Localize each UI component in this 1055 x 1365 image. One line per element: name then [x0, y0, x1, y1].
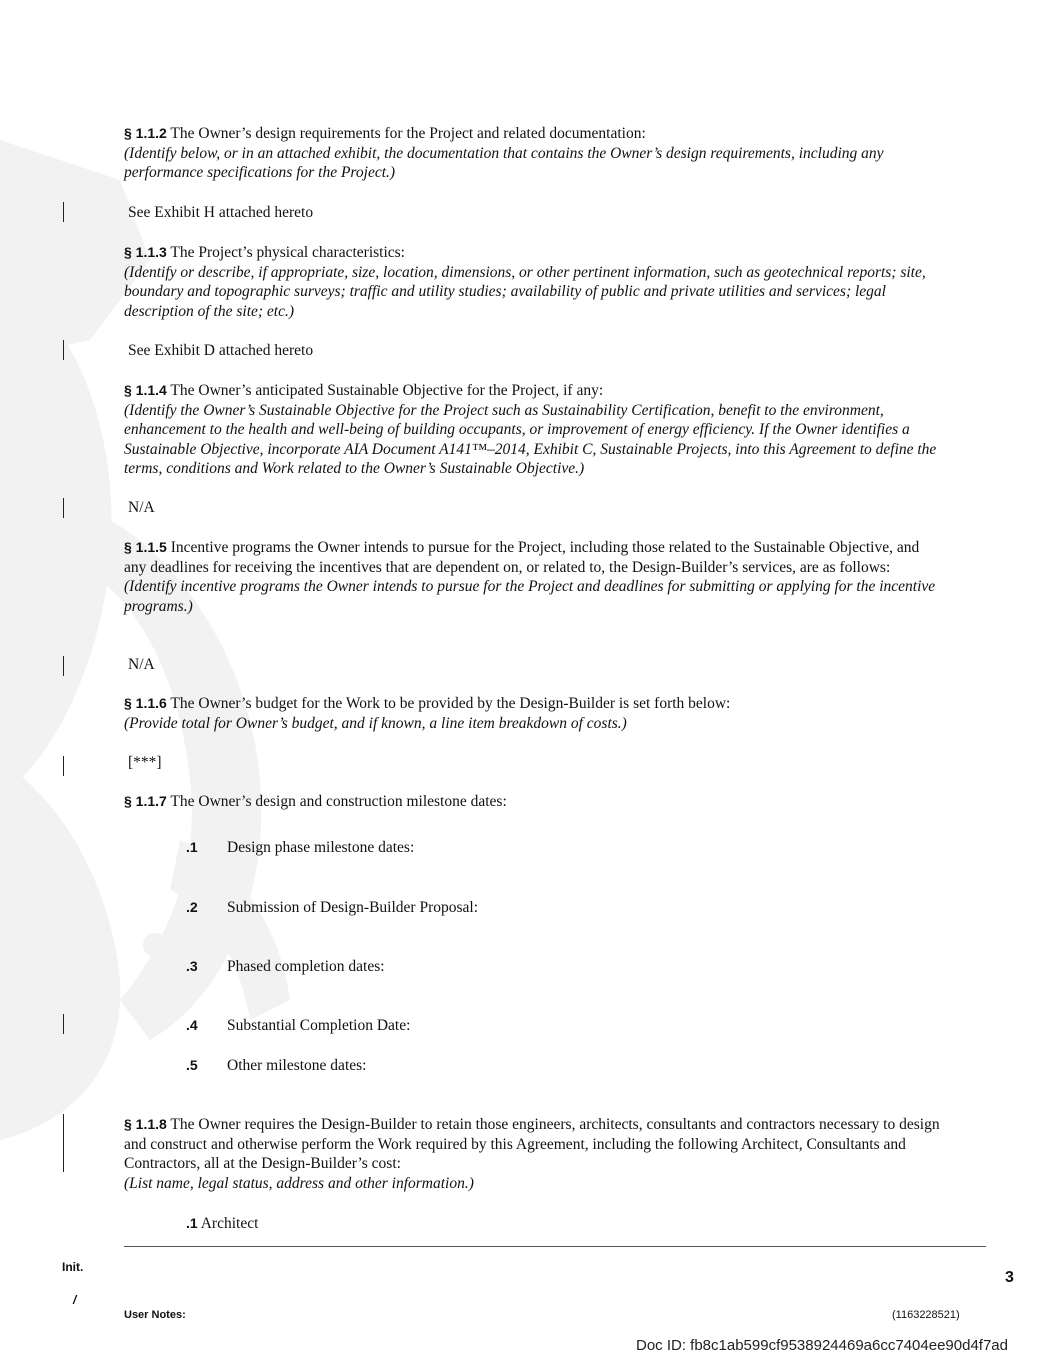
- change-bar: [63, 756, 64, 776]
- section-answer: See Exhibit D attached hereto: [128, 342, 314, 359]
- section-instruction: (Identify below, or in an attached exhibit, the documentation that contains the Owner’s design requirements, including any performance specifications for the Project.): [124, 144, 884, 182]
- section-instruction: (Provide total for Owner’s budget, and if known, a line item breakdown of costs.): [124, 714, 627, 732]
- milestone-number: .4: [186, 1017, 198, 1033]
- section-text: The Owner’s design requirements for the Project and related documentation:: [170, 125, 646, 142]
- section-1-1-8: [124, 1115, 944, 1193]
- section-answer: [***]: [128, 754, 162, 771]
- milestone-number: .3: [186, 958, 198, 974]
- milestone-label: Phased completion dates:: [227, 958, 385, 975]
- section-text: The Owner requires the Design-Builder to retain those engineers, architects, consultants and contractors necessary to design and construct and otherwise perform the Work required by this Agreement, including the following Architect, Consultants and Contractors, all at the Design-Builder’s cost:: [124, 1116, 940, 1173]
- section-heading: § 1.1.2 The Owner’s design requirements for the Project and related documentation:: [124, 125, 646, 142]
- milestone-number: .5: [186, 1057, 198, 1073]
- section-text: The Project’s physical characteristics:: [170, 244, 405, 261]
- change-bar: [63, 340, 64, 360]
- architect-label: Architect: [200, 1215, 259, 1232]
- change-bar: [63, 1014, 64, 1034]
- init-label: Init.: [62, 1260, 84, 1274]
- section-1-1-6: [124, 694, 944, 733]
- footer-divider: [124, 1246, 986, 1247]
- change-bar: [63, 498, 64, 518]
- doc-code: (1163228521): [892, 1309, 960, 1321]
- section-instruction: (Identify incentive programs the Owner intends to pursue for the Project and deadlines for submitting or applying for the incentive programs.): [124, 578, 936, 615]
- section-1-1-7: [124, 792, 944, 812]
- milestone-label: Submission of Design-Builder Proposal:: [227, 899, 479, 916]
- change-bar: [63, 202, 64, 222]
- section-number: 1.1.8: [135, 1116, 167, 1132]
- section-instruction: (Identify the Owner’s Sustainable Objective for the Project such as Sustainability Certification, benefit to the environment, enhancement to the health and well-being of building occupants, or improvement of energy efficiency. If the Owner identifies a Sustainable Objective, incorporate AIA Document A141™–2014, Exhibit C, Sustainable Projects, into this Agreement to define the terms, conditions and Work related to the Owner’s Sustainable Objective.): [124, 401, 937, 478]
- page-number: 3: [1005, 1269, 1014, 1286]
- milestone-label: Other milestone dates:: [227, 1057, 367, 1074]
- section-1-1-5: [124, 538, 944, 616]
- milestone-label: Design phase milestone dates:: [227, 839, 415, 856]
- section-answer: N/A: [128, 656, 155, 673]
- section-number: 1.1.2: [135, 125, 167, 141]
- section-heading: § 1.1.4 The Owner’s anticipated Sustainable Objective for the Project, if any:: [124, 382, 604, 399]
- section-text: The Owner’s budget for the Work to be provided by the Design-Builder is set forth below:: [170, 695, 731, 712]
- doc-id: Doc ID: fb8c1ab599cf9538924469a6cc7404ee90d4f7ad: [636, 1337, 1008, 1354]
- section-number: 1.1.7: [135, 793, 167, 809]
- change-bar: [63, 656, 64, 676]
- section-heading: § 1.1.3 The Project’s physical characteristics:: [124, 244, 405, 261]
- milestone-label: Substantial Completion Date:: [227, 1017, 411, 1034]
- architect-number: .1: [186, 1215, 198, 1231]
- section-text: Incentive programs the Owner intends to pursue for the Project, including those related to the Sustainable Objective, and any deadlines for receiving the incentives that are dependent on, or related to, the Design-Builder’s services, are as follows:: [124, 539, 920, 576]
- section-1-1-3: [124, 243, 944, 321]
- section-1-1-4: [124, 381, 944, 479]
- section-1-1-2: [124, 124, 944, 183]
- section-answer: N/A: [128, 499, 155, 516]
- section-heading: § 1.1.5 Incentive programs the Owner intends to pursue for the Project, including those related to the Sustainable Objective, and any deadlines for receiving the incentives that are dependent on, or related to, the Design-Builder’s services, are as follows:: [124, 539, 920, 576]
- section-text: The Owner’s anticipated Sustainable Objective for the Project, if any:: [170, 382, 604, 399]
- section-number: 1.1.5: [135, 539, 167, 555]
- milestone-number: .2: [186, 899, 198, 915]
- architect-item: [186, 1214, 258, 1234]
- user-notes-label: User Notes:: [124, 1309, 186, 1321]
- section-heading: § 1.1.7 The Owner’s design and construction milestone dates:: [124, 793, 507, 810]
- section-instruction: (Identify or describe, if appropriate, size, location, dimensions, or other pertinent information, such as geotechnical reports; site, boundary and topographic surveys; traffic and utility studies; availability of public and private utilities and services; legal description of the site; etc.): [124, 263, 926, 320]
- section-answer: See Exhibit H attached hereto: [128, 204, 314, 221]
- section-instruction: (List name, legal status, address and other information.): [124, 1174, 474, 1192]
- milestone-number: .1: [186, 839, 198, 855]
- section-heading: § 1.1.8 The Owner requires the Design-Builder to retain those engineers, architects, consultants and contractors necessary to design and construct and otherwise perform the Work required by this Agreement, including the following Architect, Consultants and Contractors, all at the Design-Builder’s cost:: [124, 1116, 940, 1173]
- change-bar: [63, 1114, 64, 1172]
- init-slash: /: [73, 1293, 77, 1307]
- section-number: 1.1.3: [135, 244, 167, 260]
- section-number: 1.1.4: [135, 382, 167, 398]
- section-text: The Owner’s design and construction milestone dates:: [170, 793, 507, 810]
- section-heading: § 1.1.6 The Owner’s budget for the Work to be provided by the Design-Builder is set forth below:: [124, 695, 731, 712]
- section-number: 1.1.6: [135, 695, 167, 711]
